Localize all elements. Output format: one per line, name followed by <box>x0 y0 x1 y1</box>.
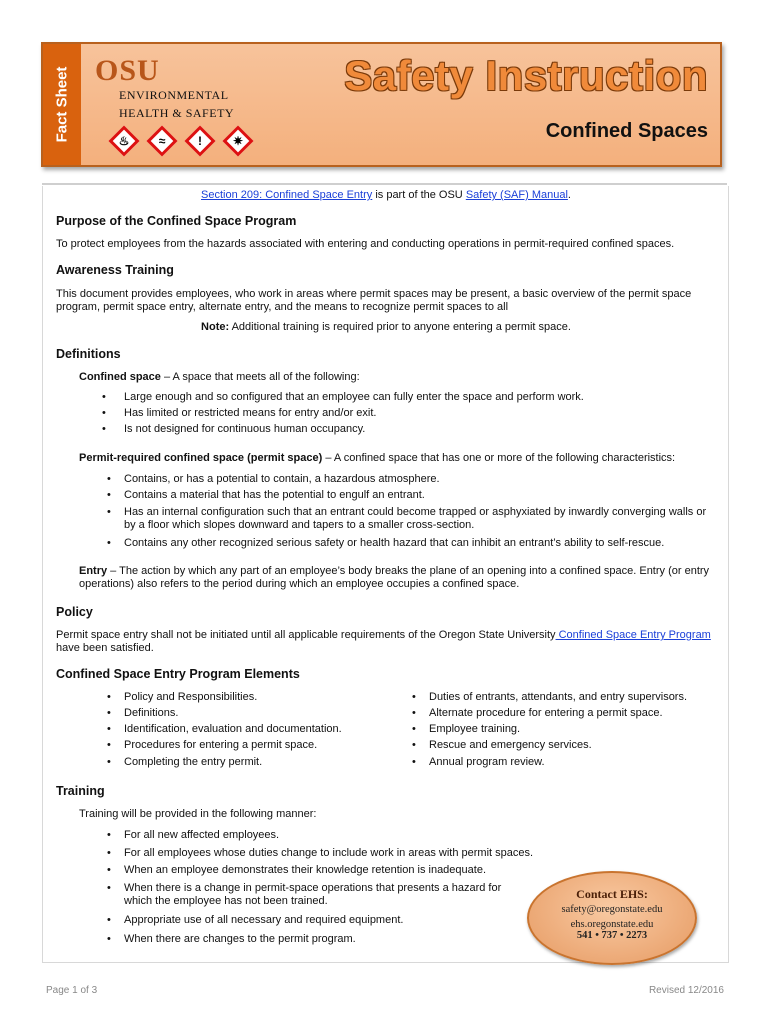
policy-text <box>56 629 716 655</box>
page-subtitle: Confined Spaces <box>545 120 708 142</box>
list-item: • Policy and Responsibilities. <box>124 691 384 704</box>
contact-ehs-badge <box>527 871 697 965</box>
health-hazard-icon: ✷ <box>221 124 255 158</box>
definitions-heading: Definitions <box>56 347 121 361</box>
list-item: • Appropriate use of all necessary and required equipment. <box>124 914 519 927</box>
list-item: • Procedures for entering a permit space. <box>124 739 384 752</box>
fact-sheet-label: Fact Sheet <box>53 66 71 143</box>
contact-title: Contact EHS: <box>576 887 648 901</box>
policy-text-part2: have been satisfied. <box>56 642 154 654</box>
flame-icon: ♨ <box>107 124 141 158</box>
list-item: • Duties of entrants, attendants, and entry supervisors. <box>429 691 687 704</box>
training-intro: Training will be provided in the following manner: <box>79 808 317 820</box>
list-item: • Contains any other recognized serious safety or health hazard that can inhibit an entrant’s ability to self-rescue. <box>124 537 714 550</box>
entry-def-text: – The action by which any part of an employee’s body breaks the plane of an opening into a confined space. Entry (or entry operations) also refers to the period during which an employee occupies a confined space. <box>79 565 710 590</box>
safety-manual-link[interactable]: Safety (SAF) Manual <box>465 189 568 201</box>
fact-sheet-bar <box>43 44 81 165</box>
ehs-line1: ENVIRONMENTAL <box>119 88 229 102</box>
note-label: Note: <box>201 321 230 333</box>
confined-space-term: Confined space <box>79 371 161 383</box>
list-item: • Alternate procedure for entering a permit space. <box>429 707 663 720</box>
contact-email[interactable]: safety@oregonstate.edu <box>561 904 663 915</box>
revised-date: Revised 12/2016 <box>648 985 724 996</box>
header-banner <box>41 42 722 167</box>
contact-website[interactable]: ehs.oregonstate.edu <box>570 919 654 930</box>
corrosive-icon: ≈ <box>145 124 179 158</box>
elements-heading: Confined Space Entry Program Elements <box>56 667 300 681</box>
ehs-line2: HEALTH & SAFETY <box>119 106 235 120</box>
list-item: • When an employee demonstrates their knowledge retention is inadequate. <box>124 864 524 877</box>
list-item: • Contains a material that has the potential to engulf an entrant. <box>124 489 714 502</box>
policy-text-part1: Permit space entry shall not be initiated until all applicable requirements of the Oregon State University <box>56 629 556 641</box>
list-item: Large enough and so configured that an employee can fully enter the space and perform work. <box>124 391 584 403</box>
list-item: Has limited or restricted means for entry and/or exit. <box>124 407 377 419</box>
page-title: Safety Instruction <box>344 52 708 99</box>
list-item: • When there is a change in permit-space operations that presents a hazard for which the employee has not been trained. <box>124 882 519 907</box>
list-item: • For all new affected employees. <box>124 829 544 842</box>
section-209-link[interactable]: Section 209: Confined Space Entry <box>201 189 373 201</box>
awareness-text: This document provides employees, who work in areas where permit spaces may be present, a basic overview of the permit space program, permit space entry, alternate entry, and the means to recognize permit spaces to all <box>56 288 692 313</box>
intro-line <box>56 189 716 202</box>
policy-heading: Policy <box>56 605 93 619</box>
permit-space-definition <box>79 452 739 465</box>
list-item: • For all employees whose duties change to include work in areas with permit spaces. <box>124 847 584 860</box>
list-item: • Has an internal configuration such that an entrant could become trapped or asphyxiated by inwardly converging walls or by a floor which slopes downward and tapers to a smaller cross-section. <box>124 506 714 531</box>
list-item: • Completing the entry permit. <box>124 756 384 769</box>
osu-logo-text: OSU <box>95 54 160 87</box>
confined-space-def-text: – A space that meets all of the following: <box>160 371 360 383</box>
entry-definition <box>79 565 714 591</box>
list-item: • Rescue and emergency services. <box>429 739 592 752</box>
entry-term: Entry <box>79 565 108 577</box>
confined-space-definition <box>79 371 739 384</box>
list-item: • Identification, evaluation and documentation. <box>124 723 384 736</box>
list-item: Is not designed for continuous human occupancy. <box>124 423 366 435</box>
page-number: Page 1 of 3 <box>46 985 98 996</box>
exclamation-icon: ! <box>183 124 217 158</box>
note-text: Additional training is required prior to anyone entering a permit space. <box>229 321 571 333</box>
purpose-heading: Purpose of the Confined Space Program <box>56 214 297 228</box>
intro-period: . <box>567 189 571 201</box>
permit-space-term: Permit-required confined space (permit space) <box>79 452 323 464</box>
list-item: • Annual program review. <box>429 756 545 769</box>
list-item: • Contains, or has a potential to contain, a hazardous atmosphere. <box>124 473 714 486</box>
permit-space-def-text: – A confined space that has one or more of the following characteristics: <box>322 452 676 464</box>
bullet-glyphs: • • • <box>102 391 106 435</box>
list-item: • Employee training. <box>429 723 520 736</box>
awareness-note <box>56 321 716 334</box>
awareness-heading: Awareness Training <box>56 263 174 277</box>
purpose-text: To protect employees from the hazards associated with entering and conducting operations in permit-required confined spaces. <box>56 238 675 250</box>
training-heading: Training <box>56 784 105 798</box>
intro-text: is part of the OSU <box>372 189 466 201</box>
contact-phone: 541 • 737 • 2273 <box>576 930 648 941</box>
hazard-icons <box>107 124 255 158</box>
confined-space-program-link[interactable]: Confined Space Entry Program <box>555 629 711 641</box>
list-item: • When there are changes to the permit program. <box>124 933 519 946</box>
list-item: • Definitions. <box>124 707 384 720</box>
content-top-rule <box>42 183 727 185</box>
